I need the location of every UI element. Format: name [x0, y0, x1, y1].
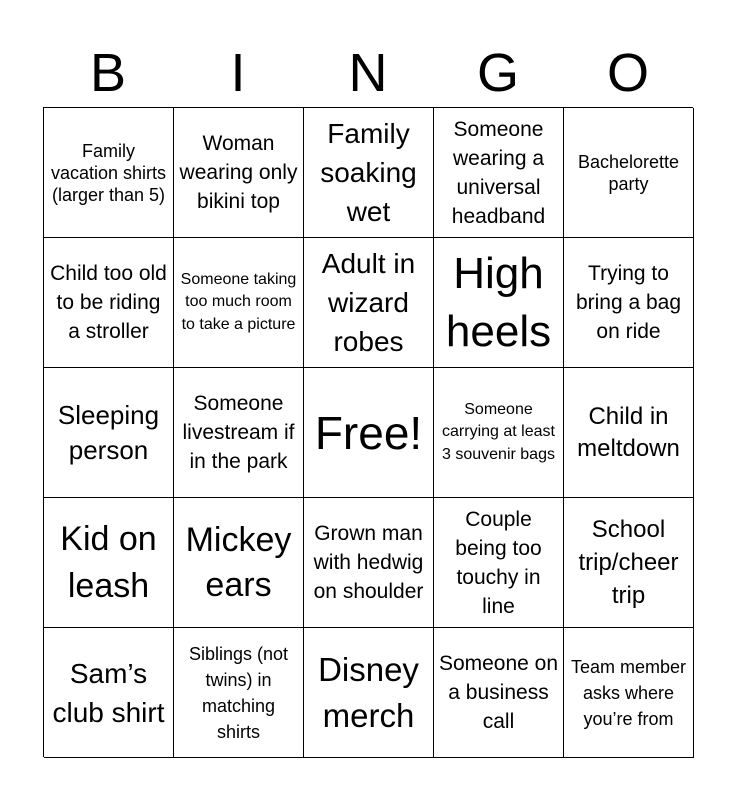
- cell-text: Family soaking wet: [320, 118, 417, 227]
- cell-text: Disney merch: [318, 650, 419, 734]
- bingo-cell[interactable]: [564, 108, 694, 238]
- cell-text: Someone wearing a universal headband: [451, 117, 546, 228]
- bingo-cell[interactable]: [174, 498, 304, 628]
- cell-text: Trying to bring a bag on ride: [575, 262, 682, 343]
- header-letter-n: N: [348, 43, 388, 103]
- cell-text: Kid on leash: [60, 519, 157, 605]
- bingo-cell[interactable]: [44, 368, 174, 498]
- cell-text: Someone taking too much room to take a picture: [180, 270, 297, 333]
- header-letter-g: G: [476, 43, 519, 103]
- bingo-cell[interactable]: [304, 238, 434, 368]
- bingo-cell free-space[interactable]: [304, 368, 434, 498]
- cell-text: Team member asks where you’re from: [570, 656, 687, 729]
- bingo-cell[interactable]: [174, 368, 304, 498]
- bingo-cell[interactable]: [44, 498, 174, 628]
- cell-text: Someone carrying at least 3 souvenir bags: [442, 400, 555, 463]
- bingo-grid: [43, 107, 693, 757]
- bingo-cell[interactable]: [44, 108, 174, 238]
- free-space-text: Free!: [314, 406, 423, 459]
- bingo-cell[interactable]: [304, 108, 434, 238]
- cell-text: Child in meltdown: [577, 402, 680, 462]
- cell-text: Mickey ears: [185, 520, 292, 604]
- header-letter-b: B: [89, 43, 127, 103]
- bingo-cell[interactable]: [434, 368, 564, 498]
- cell-text: Sleeping person: [57, 399, 160, 465]
- header-letter-i: I: [230, 43, 246, 103]
- bingo-cell[interactable]: [174, 108, 304, 238]
- bingo-cell[interactable]: [434, 498, 564, 628]
- bingo-cell[interactable]: [44, 238, 174, 368]
- bingo-cell[interactable]: [564, 368, 694, 498]
- bingo-cell[interactable]: [44, 628, 174, 758]
- bingo-cell[interactable]: [434, 238, 564, 368]
- cell-text: Adult in wizard robes: [321, 248, 416, 357]
- bingo-cell[interactable]: [564, 238, 694, 368]
- bingo-cell[interactable]: [304, 498, 434, 628]
- bingo-cell[interactable]: [564, 498, 694, 628]
- cell-text: Sam’s club shirt: [52, 657, 165, 728]
- bingo-cell[interactable]: [434, 108, 564, 238]
- cell-text: Family vacation shirts (larger than 5): [50, 140, 167, 205]
- cell-text: Someone livestream if in the park: [182, 392, 295, 473]
- cell-text: School trip/cheer trip: [578, 516, 679, 609]
- cell-text: High heels: [445, 248, 552, 356]
- cell-text: Woman wearing only bikini top: [179, 132, 298, 213]
- cell-text: Couple being too touchy in line: [455, 507, 542, 618]
- cell-text: Someone on a business call: [438, 652, 559, 733]
- bingo-cell[interactable]: [564, 628, 694, 758]
- header-letter-o: O: [606, 43, 649, 103]
- bingo-header: [43, 40, 693, 106]
- bingo-cell[interactable]: [174, 238, 304, 368]
- cell-text: Grown man with hedwig on shoulder: [313, 522, 424, 603]
- cell-text: Child too old to be riding a stroller: [50, 262, 167, 343]
- bingo-cell[interactable]: [304, 628, 434, 758]
- bingo-cell[interactable]: [174, 628, 304, 758]
- cell-text: Bachelorette party: [577, 151, 680, 194]
- bingo-cell[interactable]: [434, 628, 564, 758]
- cell-text: Siblings (not twins) in matching shirts: [188, 643, 289, 742]
